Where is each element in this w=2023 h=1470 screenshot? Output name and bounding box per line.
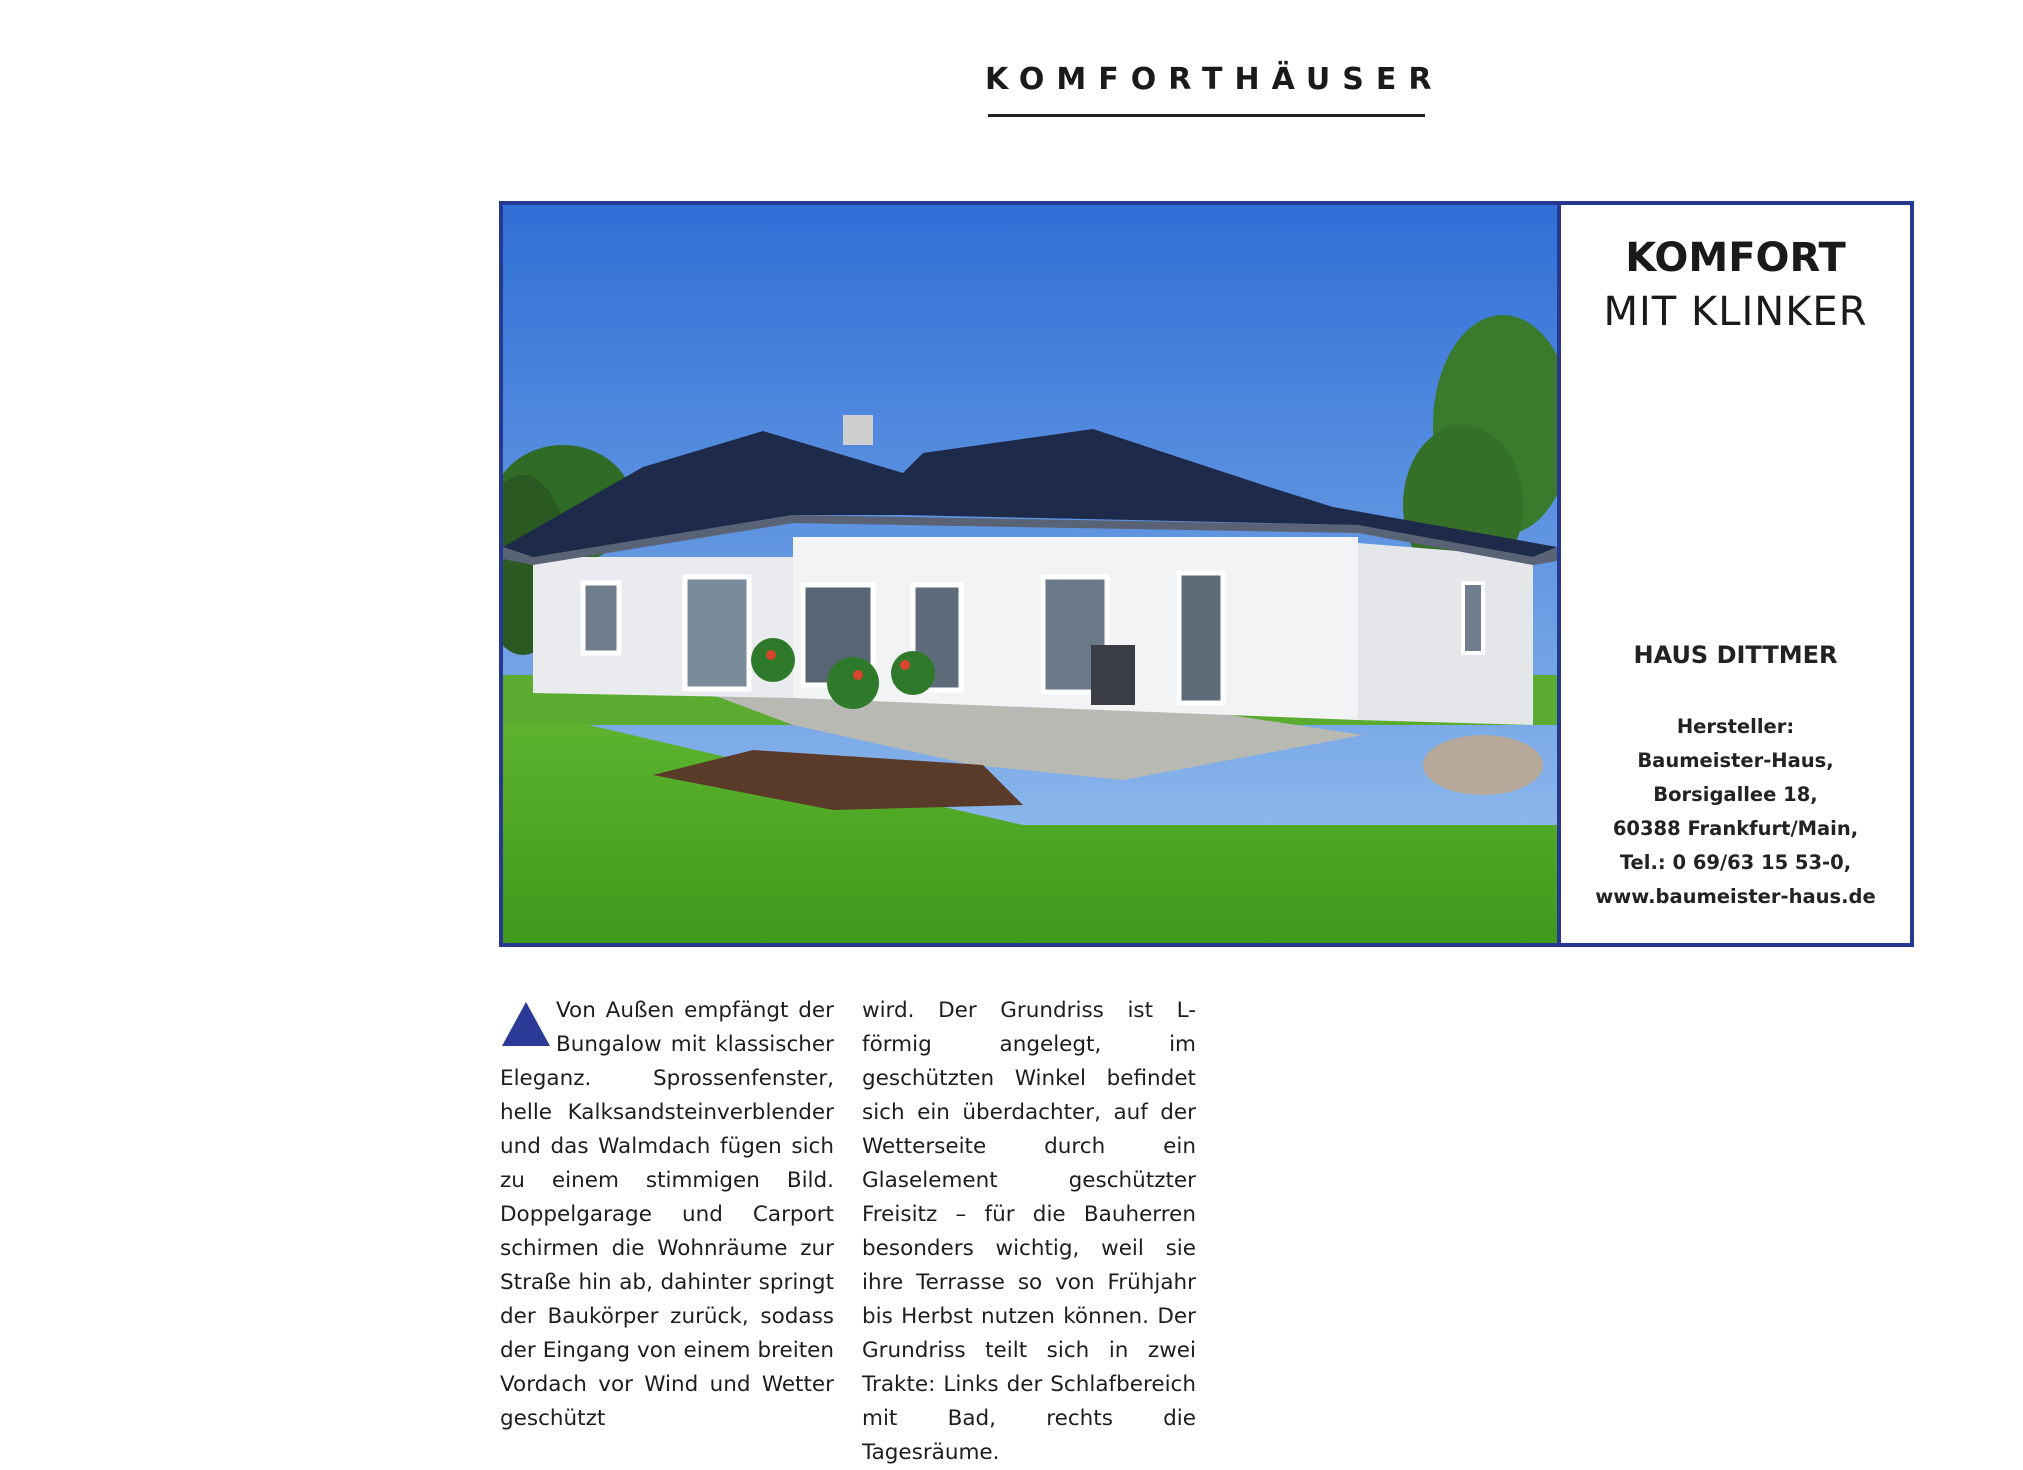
manufacturer-name: Baumeister-Haus, <box>1637 749 1834 772</box>
info-box <box>1557 205 1910 943</box>
manufacturer-label: Hersteller: <box>1676 715 1795 738</box>
manufacturer-website: www.baumeister-haus.de <box>1595 885 1876 908</box>
article-text-1: Von Außen empfängt der Bungalow mit klassischer Eleganz. Sprossenfenster, helle Kalksandsteinverblender und das Walmdach fügen sich zu einem stimmigen Bild. Doppelgarage und Carport schirmen die Wohnräume zur Straße hin ab, dahinter springt der Baukörper zurück, sodass der Eingang von einem breiten Vordach vor Wind und Wetter geschützt <box>500 998 834 1431</box>
feature-frame <box>499 201 1914 947</box>
manufacturer-info <box>1561 710 1910 914</box>
article-column-2 <box>862 994 1196 1470</box>
box-title-line2: MIT KLINKER <box>1603 289 1868 335</box>
section-title: KOMFORTHÄUSER <box>985 62 1444 97</box>
house-name: HAUS DITTMER <box>1633 641 1838 669</box>
box-title-line1: KOMFORT <box>1625 235 1846 281</box>
house-photo <box>503 205 1557 943</box>
manufacturer-city: 60388 Frankfurt/Main, <box>1612 817 1859 840</box>
manufacturer-phone: Tel.: 0 69/63 15 53-0, <box>1619 851 1852 874</box>
article-text-2: wird. Der Grundriss ist L-förmig angelegt, im geschützten Winkel befindet sich ein überdachter, auf der Wetterseite durch ein Glaselement geschützter Freisitz – für die Bauherren besonders wichtig, weil sie ihre Terrasse so von Frühjahr bis Herbst nutzen können. Der Grundriss teilt sich in zwei Trakte: Links der Schlafbereich mit Bad, rechts die Tagesräume. <box>862 998 1196 1465</box>
manufacturer-street: Borsigallee 18, <box>1653 783 1818 806</box>
article-column-1 <box>500 994 834 1436</box>
section-title-underline <box>988 114 1425 117</box>
triangle-marker-icon <box>500 1000 552 1048</box>
